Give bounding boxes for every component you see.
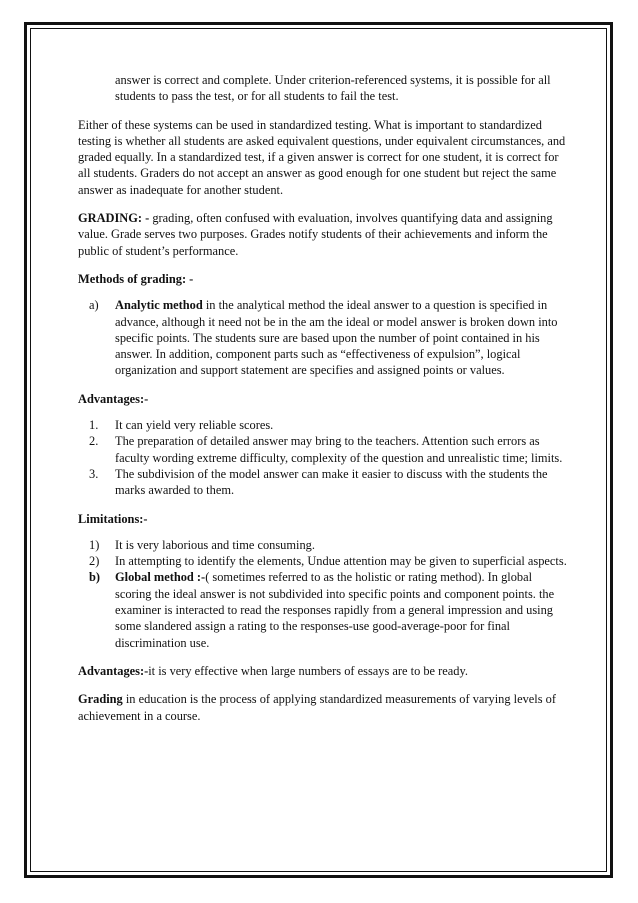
advantages2-label: Advantages:-: [78, 663, 149, 678]
grading-definition-label: Grading: [78, 692, 123, 707]
global-item: [78, 569, 568, 650]
intro-continuation: answer is correct and complete. Under criterion-referenced systems, it is possible for all students to pass the test, or for all students to fail the test.: [115, 73, 551, 104]
grading-definition-paragraph: [78, 691, 568, 724]
analytic-item: [78, 297, 568, 378]
list-item-text: The subdivision of the model answer can make it easier to discuss with the students the marks awarded to them.: [115, 466, 548, 498]
grading-paragraph: [78, 210, 568, 259]
grading-definition-text: in education is the process of applying standardized measurements of varying levels of achievement in a course.: [78, 692, 556, 723]
limitations-list: [78, 537, 568, 651]
advantages-heading: [78, 391, 568, 407]
advantages2-text: it is very effective when large numbers of essays are to be ready.: [148, 663, 468, 678]
list-item: [78, 537, 568, 553]
list-item-text: It is very laborious and time consuming.: [115, 537, 315, 552]
list-item: [78, 433, 568, 466]
global-text: ( sometimes referred to as the holistic or rating method). In global scoring the ideal answer is not subdivided into specific points and component points. the examiner is interacted to read the responses rapidly from a general impression and using some slandered assign a rating to the responses-use good-average-poor for final discrimination use.: [115, 570, 555, 650]
methods-heading-text: Methods of grading: -: [78, 271, 194, 286]
analytic-text: in the analytical method the ideal answer to a question is specified in advance, although it need not be in the am the ideal or model answer is broken down into specific points. The students sure are based upon the number of point contained in his answer. In addition, component parts such as “effectiveness of expulsion”, logical organization and support statement are specifies and assigned points or values.: [115, 298, 558, 378]
document-body: [78, 72, 568, 724]
list-item-number: 2.: [89, 434, 99, 449]
analytic-list: [78, 297, 568, 378]
standardized-paragraph: Either of these systems can be used in standardized testing. What is important to standardized testing is whether all students are asked equivalent questions, under equivalent circumstances, and graded equally. In a standardized test, if a given answer is correct for one student, it is correct for all students. Graders do not accept an answer as good enough for one student but reject the same answer as inadequate for another student.: [78, 117, 566, 197]
list-item: [78, 466, 568, 499]
grading-label: GRADING: -: [78, 211, 150, 226]
advantages-list: [78, 417, 568, 498]
analytic-label: Analytic method: [115, 298, 203, 313]
list-item-number: 3.: [89, 466, 99, 481]
analytic-marker: a): [89, 298, 99, 313]
advantages-heading-text: Advantages:-: [78, 391, 149, 406]
global-label: Global method :-: [115, 570, 206, 585]
list-item-number: 2): [89, 554, 100, 569]
list-item-text: The preparation of detailed answer may bring to the teachers. Attention such errors as faculty wording extreme difficulty, complexity of the question and unrealistic time; limits.: [115, 434, 563, 465]
limitations-heading-text: Limitations:-: [78, 511, 148, 526]
list-item: [78, 553, 568, 569]
list-item-number: 1): [89, 537, 100, 552]
limitations-heading: [78, 511, 568, 527]
methods-heading: [78, 271, 568, 287]
list-item-text: In attempting to identify the elements, Undue attention may be given to superficial aspects.: [115, 554, 567, 569]
list-item-number: 1.: [89, 418, 99, 433]
list-item-text: It can yield very reliable scores.: [115, 418, 274, 433]
advantages2-paragraph: [78, 663, 568, 679]
global-marker: b): [89, 570, 101, 585]
list-item: [78, 417, 568, 433]
grading-text: grading, often confused with evaluation, involves quantifying data and assigning value. Grade serves two purposes. Grades notify students of their achievements and inform the public of student’s performance.: [78, 211, 553, 258]
